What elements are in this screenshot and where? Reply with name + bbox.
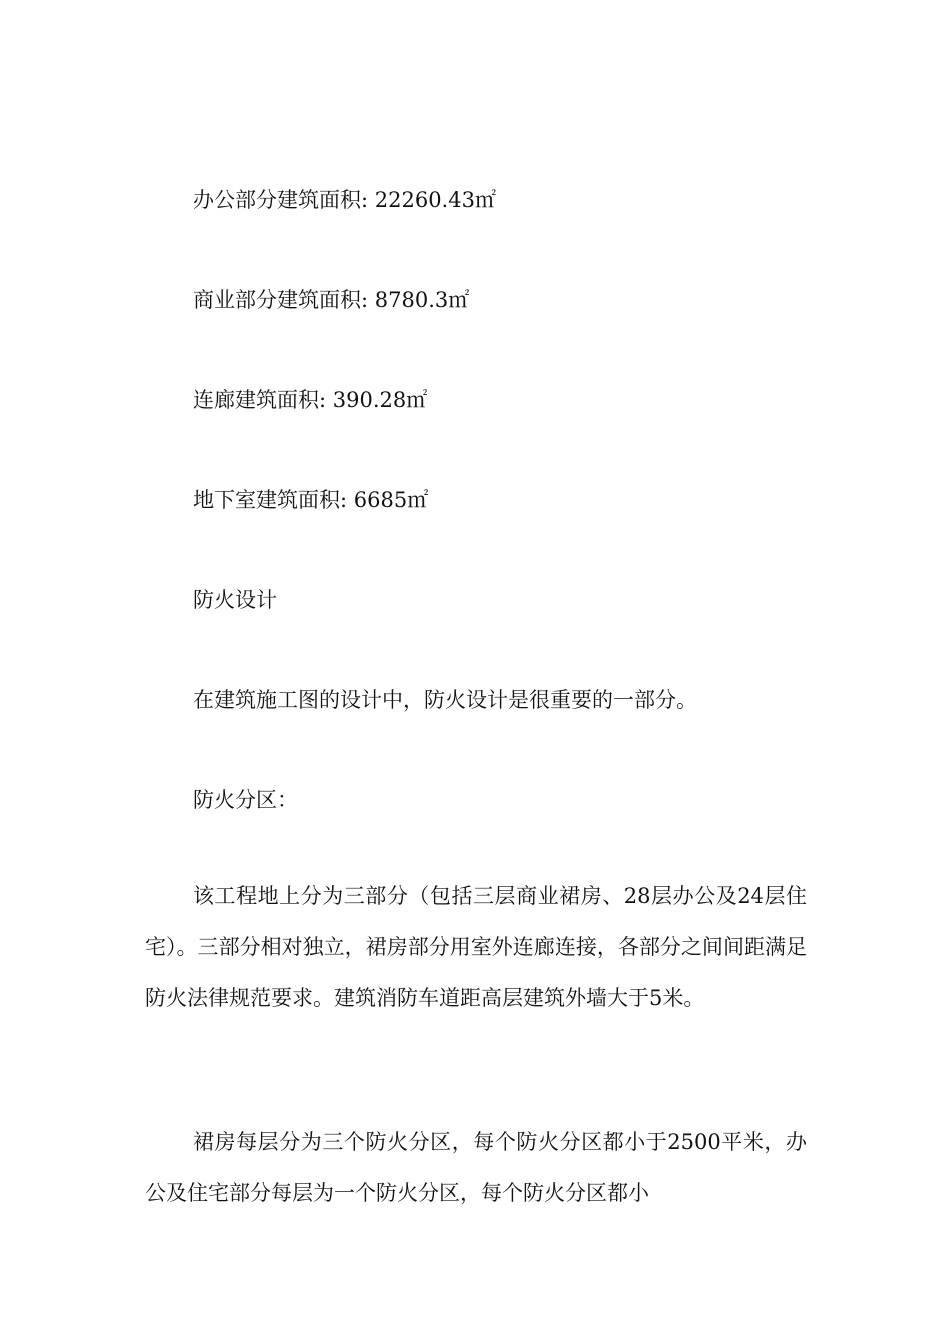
subheading-fire-zones: 防火分区： xyxy=(193,788,298,812)
fire-design-intro: 在建筑施工图的设计中，防火设计是很重要的一部分。 xyxy=(193,688,697,712)
paragraph-building-layout: 该工程地上分为三部分（包括三层商业裙房、28层办公及24层住宅）。三部分相对独立，裙房部分用室外连廊连接，各部分之间间距满足防火法律规范要求。建筑消防车道距高层建筑外墙大于5米。 xyxy=(145,884,807,1010)
commercial-area-line: 商业部分建筑面积: 8780.3㎡ xyxy=(193,288,470,312)
basement-area-line: 地下室建筑面积: 6685㎡ xyxy=(193,488,429,512)
corridor-area-line: 连廊建筑面积: 390.28㎡ xyxy=(193,388,428,412)
paragraph-fire-zone-details: 裙房每层分为三个防火分区，每个防火分区都小于2500平米，办公及住宅部分每层为一个防火分区，每个防火分区都小 xyxy=(145,1130,807,1205)
office-area-line: 办公部分建筑面积: 22260.43㎡ xyxy=(193,188,496,212)
section-heading-fire-design: 防火设计 xyxy=(193,588,277,612)
